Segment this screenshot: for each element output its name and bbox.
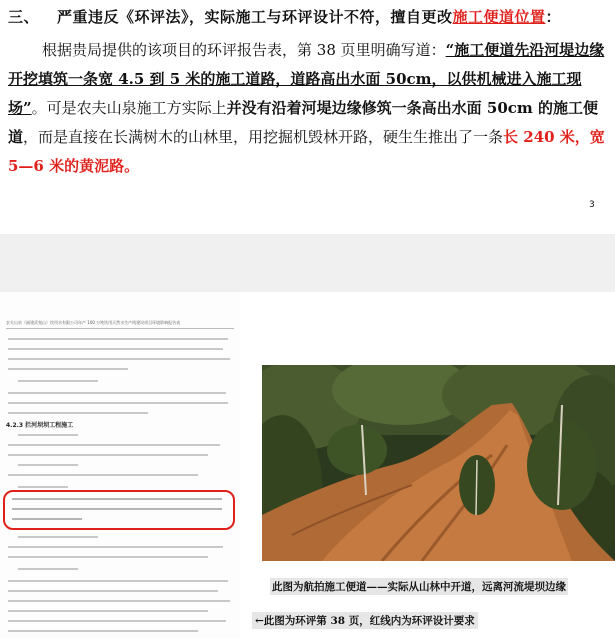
doc-header-text: 农夫山泉（福建武夷山）饮用水有限公司年产 100 万吨饮用天然水生产线建设项目环境影响报告表 — [6, 320, 181, 325]
doc-text-line — [8, 610, 208, 612]
section-heading-text: 严重违反《环评法》，实际施工与环评设计不符，擅自更改 — [57, 8, 453, 26]
red-highlight-oval — [3, 490, 235, 530]
doc-text-line — [8, 368, 128, 370]
body-paragraph — [8, 36, 608, 181]
doc-text-line — [8, 338, 228, 340]
aerial-road-photo — [262, 365, 615, 561]
page-divider — [0, 234, 615, 292]
section-heading-end: ： — [545, 8, 562, 26]
doc-text-line — [8, 412, 148, 414]
doc-text-line — [18, 568, 78, 570]
paragraph-red: 长 240 米，宽 5—6 米的黄泥路。 — [8, 128, 605, 175]
section-heading — [8, 6, 608, 28]
doc-text-line — [18, 464, 78, 466]
doc-text-line — [8, 474, 198, 476]
doc-text-line — [18, 486, 68, 488]
paragraph-detail: ，而是直接在长满树木的山林里，用挖掘机毁林开路，硬生生推出了一条 — [23, 128, 504, 146]
doc-text-line — [8, 358, 230, 360]
doc-section-heading: 4.2.3 拦河坝坝工程施工 — [6, 422, 74, 429]
paragraph-quote: “施工便道先沿河堤边缘开挖填筑一条宽 4.5 到 5 米的施工道路，道路高出水面 50cm，以供机械进入施工现场” — [8, 41, 605, 117]
doc-text-line — [8, 402, 228, 404]
doc-text-line — [8, 444, 220, 446]
doc-header-rule — [6, 328, 234, 329]
doc-text-line — [8, 590, 218, 592]
doc-text-line — [18, 434, 78, 436]
doc-text-line — [8, 556, 208, 558]
doc-text-line — [8, 348, 223, 350]
page-number: 3 — [589, 200, 595, 210]
doc-text-line — [8, 392, 226, 394]
doc-text-line — [8, 454, 208, 456]
doc-text-line — [18, 536, 98, 538]
document-scan — [0, 292, 240, 638]
doc-text-line — [8, 620, 226, 622]
photo-caption: 此图为航拍施工便道——实际从山林中开道，远离河流堤坝边缘 — [270, 578, 568, 595]
doc-text-line — [8, 630, 198, 632]
paragraph-intro: 根据贵局提供的该项目的环评报告表，第 38 页里明确写道： — [42, 41, 446, 59]
doc-text-line — [8, 580, 228, 582]
paragraph-bold: 并没有沿着河堤边缘修筑一条高出水面 50cm 的施工便道 — [8, 99, 598, 146]
document-caption: ←此图为环评第 38 页，红线内为环评设计要求 — [252, 612, 478, 629]
doc-text-line — [8, 600, 230, 602]
doc-text-line — [8, 546, 223, 548]
doc-text-line — [18, 380, 98, 382]
section-heading-highlight: 施工便道位置 — [452, 8, 546, 26]
paragraph-contrast: 。可是农夫山泉施工方实际上 — [31, 99, 227, 117]
section-number: 三、 — [8, 8, 40, 26]
